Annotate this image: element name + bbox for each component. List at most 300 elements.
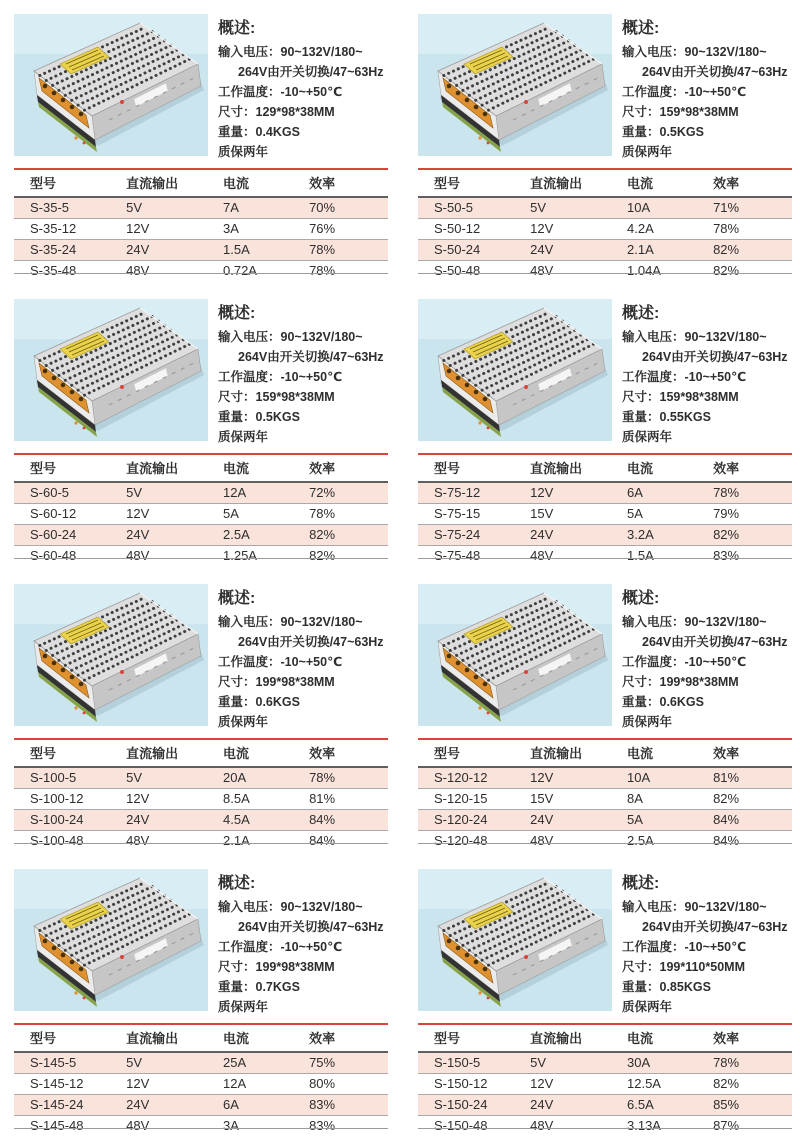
col-header-dc-output: 直流输出 [530, 454, 627, 482]
col-header-model: 型号 [14, 169, 126, 197]
col-header-model: 型号 [418, 169, 530, 197]
table-header-row [418, 169, 792, 197]
product-description [622, 14, 792, 156]
spec-warranty: 质保两年 [218, 142, 388, 162]
cell-efficiency: 82% [713, 789, 792, 810]
cell-current: 25A [223, 1052, 309, 1074]
overview-heading: 概述: [218, 870, 388, 893]
table-header-row [418, 739, 792, 767]
spec-operating-temperature: 工作温度：-10~+50℃ [622, 652, 792, 672]
product-section [14, 299, 388, 566]
product-photo [14, 14, 208, 156]
cell-current: 2.5A [223, 525, 309, 546]
overview-heading: 概述: [218, 585, 388, 608]
cell-current: 6A [627, 482, 713, 504]
product-description [622, 299, 792, 441]
spec-input-voltage-line2: 264V由开关切换/47~63Hz [622, 917, 792, 937]
col-header-current: 电流 [223, 739, 309, 767]
col-header-current: 电流 [627, 169, 713, 197]
cell-model: S-60-12 [14, 504, 126, 525]
cell-dc-output: 5V [530, 197, 627, 219]
spec-dimensions: 尺寸：199*98*38MM [622, 672, 792, 692]
col-header-model: 型号 [14, 1024, 126, 1052]
spec-operating-temperature: 工作温度：-10~+50℃ [218, 652, 388, 672]
table-bottom-rule [418, 558, 792, 559]
cell-model: S-100-24 [14, 810, 126, 831]
cell-model: S-145-12 [14, 1074, 126, 1095]
spec-input-voltage-line1: 输入电压：90~132V/180~ [622, 42, 792, 62]
spec-table [418, 168, 792, 281]
spec-weight: 重量：0.55KGS [622, 407, 792, 427]
table-bottom-rule [14, 273, 388, 274]
cell-dc-output: 12V [126, 504, 223, 525]
table-row [418, 482, 792, 504]
cell-efficiency: 82% [309, 546, 388, 567]
cell-model: S-145-24 [14, 1095, 126, 1116]
cell-model: S-75-15 [418, 504, 530, 525]
product-section [418, 14, 792, 281]
spec-input-voltage-line2: 264V由开关切换/47~63Hz [218, 917, 388, 937]
power-supply-illustration [418, 14, 612, 156]
table-row [418, 261, 792, 282]
col-header-dc-output: 直流输出 [126, 454, 223, 482]
table-row [14, 240, 388, 261]
spec-weight: 重量：0.4KGS [218, 122, 388, 142]
product-description [218, 14, 388, 156]
cell-dc-output: 5V [126, 767, 223, 789]
cell-current: 5A [223, 504, 309, 525]
cell-model: S-75-24 [418, 525, 530, 546]
cell-dc-output: 24V [530, 810, 627, 831]
product-photo [418, 584, 612, 726]
col-header-efficiency: 效率 [713, 169, 792, 197]
table-bottom-rule [14, 1128, 388, 1129]
spec-table [14, 1023, 388, 1136]
cell-dc-output: 5V [126, 1052, 223, 1074]
cell-efficiency: 84% [309, 831, 388, 852]
cell-current: 4.2A [627, 219, 713, 240]
cell-dc-output: 48V [126, 261, 223, 282]
cell-dc-output: 12V [126, 1074, 223, 1095]
table-row [418, 1074, 792, 1095]
spec-weight: 重量：0.5KGS [218, 407, 388, 427]
table-row [14, 1095, 388, 1116]
product-overview [14, 14, 388, 156]
cell-model: S-145-48 [14, 1116, 126, 1136]
cell-efficiency: 82% [713, 261, 792, 282]
table-bottom-rule [14, 843, 388, 844]
col-header-dc-output: 直流输出 [530, 1024, 627, 1052]
power-supply-illustration [418, 869, 612, 1011]
table-row [418, 767, 792, 789]
cell-model: S-75-12 [418, 482, 530, 504]
cell-current: 3.13A [627, 1116, 713, 1136]
cell-dc-output: 15V [530, 789, 627, 810]
table-row [418, 197, 792, 219]
spec-dimensions: 尺寸：199*110*50MM [622, 957, 792, 977]
col-header-current: 电流 [627, 454, 713, 482]
cell-dc-output: 48V [126, 546, 223, 567]
cell-current: 20A [223, 767, 309, 789]
col-header-model: 型号 [418, 454, 530, 482]
product-overview [14, 869, 388, 1011]
cell-current: 8.5A [223, 789, 309, 810]
spec-warranty: 质保两年 [218, 712, 388, 732]
cell-efficiency: 84% [309, 810, 388, 831]
spec-operating-temperature: 工作温度：-10~+50℃ [218, 82, 388, 102]
product-section [14, 14, 388, 281]
cell-dc-output: 24V [530, 525, 627, 546]
table-row [418, 1116, 792, 1136]
spec-dimensions: 尺寸：199*98*38MM [218, 672, 388, 692]
spec-operating-temperature: 工作温度：-10~+50℃ [622, 82, 792, 102]
cell-model: S-100-48 [14, 831, 126, 852]
cell-model: S-120-12 [418, 767, 530, 789]
product-overview [418, 299, 792, 441]
cell-model: S-150-48 [418, 1116, 530, 1136]
cell-model: S-50-24 [418, 240, 530, 261]
spec-table [418, 453, 792, 566]
cell-dc-output: 24V [126, 810, 223, 831]
table-row [418, 240, 792, 261]
spec-warranty: 质保两年 [622, 142, 792, 162]
cell-efficiency: 87% [713, 1116, 792, 1136]
cell-model: S-50-12 [418, 219, 530, 240]
spec-input-voltage-line2: 264V由开关切换/47~63Hz [622, 347, 792, 367]
table-row [14, 1074, 388, 1095]
spec-weight: 重量：0.7KGS [218, 977, 388, 997]
product-section [418, 584, 792, 851]
col-header-efficiency: 效率 [713, 739, 792, 767]
cell-efficiency: 84% [713, 831, 792, 852]
power-supply-illustration [14, 869, 208, 1011]
cell-current: 3A [223, 219, 309, 240]
table-row [14, 767, 388, 789]
spec-dimensions: 尺寸：129*98*38MM [218, 102, 388, 122]
col-header-current: 电流 [223, 454, 309, 482]
cell-efficiency: 78% [713, 482, 792, 504]
spec-operating-temperature: 工作温度：-10~+50℃ [218, 367, 388, 387]
overview-heading: 概述: [218, 300, 388, 323]
cell-efficiency: 83% [309, 1116, 388, 1136]
cell-dc-output: 48V [126, 831, 223, 852]
cell-efficiency: 83% [713, 546, 792, 567]
table-row [14, 197, 388, 219]
col-header-dc-output: 直流输出 [530, 739, 627, 767]
product-description [218, 584, 388, 726]
cell-dc-output: 48V [530, 831, 627, 852]
col-header-current: 电流 [627, 739, 713, 767]
product-photo [14, 584, 208, 726]
power-supply-illustration [418, 299, 612, 441]
col-header-efficiency: 效率 [309, 739, 388, 767]
table-row [418, 525, 792, 546]
table-row [14, 831, 388, 852]
spec-weight: 重量：0.6KGS [622, 692, 792, 712]
table-bottom-rule [418, 273, 792, 274]
cell-current: 3.2A [627, 525, 713, 546]
spec-warranty: 质保两年 [622, 712, 792, 732]
col-header-efficiency: 效率 [309, 169, 388, 197]
cell-model: S-35-48 [14, 261, 126, 282]
table-row [14, 1052, 388, 1074]
product-photo [418, 869, 612, 1011]
spec-weight: 重量：0.5KGS [622, 122, 792, 142]
cell-model: S-150-12 [418, 1074, 530, 1095]
cell-dc-output: 12V [530, 219, 627, 240]
spec-warranty: 质保两年 [622, 997, 792, 1017]
spec-table [14, 738, 388, 851]
product-section [418, 299, 792, 566]
cell-model: S-100-12 [14, 789, 126, 810]
cell-efficiency: 82% [713, 525, 792, 546]
spec-input-voltage-line2: 264V由开关切换/47~63Hz [218, 347, 388, 367]
cell-efficiency: 82% [713, 1074, 792, 1095]
col-header-model: 型号 [14, 739, 126, 767]
cell-model: S-145-5 [14, 1052, 126, 1074]
cell-efficiency: 78% [713, 219, 792, 240]
table-row [14, 261, 388, 282]
spec-table [14, 168, 388, 281]
spec-dimensions: 尺寸：159*98*38MM [218, 387, 388, 407]
cell-dc-output: 12V [530, 1074, 627, 1095]
spec-input-voltage-line1: 输入电压：90~132V/180~ [622, 327, 792, 347]
cell-current: 12A [223, 482, 309, 504]
table-row [14, 810, 388, 831]
cell-dc-output: 12V [126, 219, 223, 240]
col-header-dc-output: 直流输出 [126, 739, 223, 767]
cell-model: S-120-15 [418, 789, 530, 810]
cell-current: 2.5A [627, 831, 713, 852]
cell-efficiency: 78% [713, 1052, 792, 1074]
spec-warranty: 质保两年 [622, 427, 792, 447]
table-bottom-rule [14, 558, 388, 559]
col-header-efficiency: 效率 [713, 1024, 792, 1052]
cell-efficiency: 75% [309, 1052, 388, 1074]
spec-input-voltage-line1: 输入电压：90~132V/180~ [218, 42, 388, 62]
cell-model: S-75-48 [418, 546, 530, 567]
cell-model: S-35-12 [14, 219, 126, 240]
table-header-row [14, 169, 388, 197]
spec-warranty: 质保两年 [218, 997, 388, 1017]
cell-efficiency: 80% [309, 1074, 388, 1095]
product-section [418, 869, 792, 1136]
product-photo [418, 14, 612, 156]
cell-model: S-150-5 [418, 1052, 530, 1074]
cell-current: 12A [223, 1074, 309, 1095]
cell-efficiency: 82% [713, 240, 792, 261]
spec-warranty: 质保两年 [218, 427, 388, 447]
table-row [14, 504, 388, 525]
table-row [14, 546, 388, 567]
cell-current: 1.5A [627, 546, 713, 567]
table-row [14, 482, 388, 504]
spec-operating-temperature: 工作温度：-10~+50℃ [218, 937, 388, 957]
cell-efficiency: 81% [713, 767, 792, 789]
spec-table [14, 453, 388, 566]
table-bottom-rule [418, 843, 792, 844]
cell-current: 3A [223, 1116, 309, 1136]
cell-efficiency: 82% [309, 525, 388, 546]
spec-dimensions: 尺寸：199*98*38MM [218, 957, 388, 977]
table-bottom-rule [418, 1128, 792, 1129]
cell-current: 5A [627, 810, 713, 831]
cell-dc-output: 12V [530, 482, 627, 504]
spec-table [418, 1023, 792, 1136]
cell-dc-output: 24V [126, 240, 223, 261]
cell-current: 1.5A [223, 240, 309, 261]
cell-current: 4.5A [223, 810, 309, 831]
cell-current: 2.1A [627, 240, 713, 261]
cell-efficiency: 71% [713, 197, 792, 219]
cell-current: 30A [627, 1052, 713, 1074]
spec-input-voltage-line2: 264V由开关切换/47~63Hz [218, 62, 388, 82]
cell-efficiency: 72% [309, 482, 388, 504]
spec-dimensions: 尺寸：159*98*38MM [622, 387, 792, 407]
cell-model: S-35-24 [14, 240, 126, 261]
product-description [622, 584, 792, 726]
cell-efficiency: 84% [713, 810, 792, 831]
spec-input-voltage-line1: 输入电压：90~132V/180~ [218, 327, 388, 347]
cell-model: S-120-48 [418, 831, 530, 852]
cell-current: 1.04A [627, 261, 713, 282]
col-header-efficiency: 效率 [309, 1024, 388, 1052]
spec-input-voltage-line1: 输入电压：90~132V/180~ [622, 612, 792, 632]
cell-model: S-150-24 [418, 1095, 530, 1116]
table-header-row [418, 454, 792, 482]
table-row [14, 525, 388, 546]
table-row [14, 1116, 388, 1136]
col-header-dc-output: 直流输出 [126, 169, 223, 197]
col-header-current: 电流 [223, 1024, 309, 1052]
cell-efficiency: 81% [309, 789, 388, 810]
product-overview [418, 584, 792, 726]
cell-dc-output: 48V [530, 261, 627, 282]
table-row [418, 504, 792, 525]
table-header-row [14, 1024, 388, 1052]
product-description [218, 869, 388, 1011]
cell-dc-output: 15V [530, 504, 627, 525]
table-row [418, 789, 792, 810]
cell-current: 2.1A [223, 831, 309, 852]
col-header-model: 型号 [418, 739, 530, 767]
cell-dc-output: 48V [126, 1116, 223, 1136]
product-overview [14, 299, 388, 441]
table-header-row [14, 739, 388, 767]
cell-model: S-35-5 [14, 197, 126, 219]
spec-operating-temperature: 工作温度：-10~+50℃ [622, 937, 792, 957]
cell-efficiency: 79% [713, 504, 792, 525]
spec-weight: 重量：0.6KGS [218, 692, 388, 712]
product-section [14, 869, 388, 1136]
product-section [14, 584, 388, 851]
power-supply-illustration [14, 584, 208, 726]
table-row [14, 789, 388, 810]
cell-efficiency: 70% [309, 197, 388, 219]
power-supply-illustration [14, 14, 208, 156]
overview-heading: 概述: [622, 870, 792, 893]
table-row [14, 219, 388, 240]
product-photo [14, 869, 208, 1011]
table-row [418, 1095, 792, 1116]
spec-operating-temperature: 工作温度：-10~+50℃ [622, 367, 792, 387]
product-description [218, 299, 388, 441]
cell-model: S-120-24 [418, 810, 530, 831]
col-header-efficiency: 效率 [713, 454, 792, 482]
cell-current: 1.25A [223, 546, 309, 567]
cell-current: 10A [627, 197, 713, 219]
cell-dc-output: 12V [126, 789, 223, 810]
power-supply-illustration [14, 299, 208, 441]
spec-input-voltage-line1: 输入电压：90~132V/180~ [218, 897, 388, 917]
spec-input-voltage-line2: 264V由开关切换/47~63Hz [622, 62, 792, 82]
spec-input-voltage-line2: 264V由开关切换/47~63Hz [622, 632, 792, 652]
col-header-dc-output: 直流输出 [126, 1024, 223, 1052]
product-overview [418, 14, 792, 156]
product-overview [14, 584, 388, 726]
spec-dimensions: 尺寸：159*98*38MM [622, 102, 792, 122]
cell-efficiency: 78% [309, 767, 388, 789]
cell-dc-output: 48V [530, 546, 627, 567]
cell-efficiency: 83% [309, 1095, 388, 1116]
overview-heading: 概述: [622, 585, 792, 608]
col-header-efficiency: 效率 [309, 454, 388, 482]
cell-efficiency: 85% [713, 1095, 792, 1116]
cell-model: S-60-24 [14, 525, 126, 546]
spec-weight: 重量：0.85KGS [622, 977, 792, 997]
sections-grid [14, 14, 794, 1136]
cell-dc-output: 24V [530, 240, 627, 261]
table-row [418, 546, 792, 567]
overview-heading: 概述: [218, 15, 388, 38]
cell-efficiency: 76% [309, 219, 388, 240]
table-header-row [14, 454, 388, 482]
product-photo [14, 299, 208, 441]
table-row [418, 219, 792, 240]
power-supply-illustration [418, 584, 612, 726]
cell-dc-output: 5V [126, 197, 223, 219]
cell-dc-output: 5V [126, 482, 223, 504]
cell-model: S-50-48 [418, 261, 530, 282]
cell-current: 6.5A [627, 1095, 713, 1116]
cell-dc-output: 48V [530, 1116, 627, 1136]
cell-current: 12.5A [627, 1074, 713, 1095]
col-header-model: 型号 [14, 454, 126, 482]
spec-input-voltage-line1: 输入电压：90~132V/180~ [622, 897, 792, 917]
cell-dc-output: 24V [126, 1095, 223, 1116]
cell-efficiency: 78% [309, 240, 388, 261]
spec-input-voltage-line2: 264V由开关切换/47~63Hz [218, 632, 388, 652]
overview-heading: 概述: [622, 300, 792, 323]
table-row [418, 810, 792, 831]
cell-current: 8A [627, 789, 713, 810]
table-row [418, 831, 792, 852]
col-header-current: 电流 [627, 1024, 713, 1052]
spec-table [418, 738, 792, 851]
cell-dc-output: 5V [530, 1052, 627, 1074]
cell-model: S-50-5 [418, 197, 530, 219]
col-header-dc-output: 直流输出 [530, 169, 627, 197]
cell-efficiency: 78% [309, 261, 388, 282]
col-header-model: 型号 [418, 1024, 530, 1052]
spec-input-voltage-line1: 输入电压：90~132V/180~ [218, 612, 388, 632]
cell-current: 5A [627, 504, 713, 525]
cell-model: S-60-5 [14, 482, 126, 504]
table-header-row [418, 1024, 792, 1052]
product-description [622, 869, 792, 1011]
table-row [418, 1052, 792, 1074]
cell-efficiency: 78% [309, 504, 388, 525]
